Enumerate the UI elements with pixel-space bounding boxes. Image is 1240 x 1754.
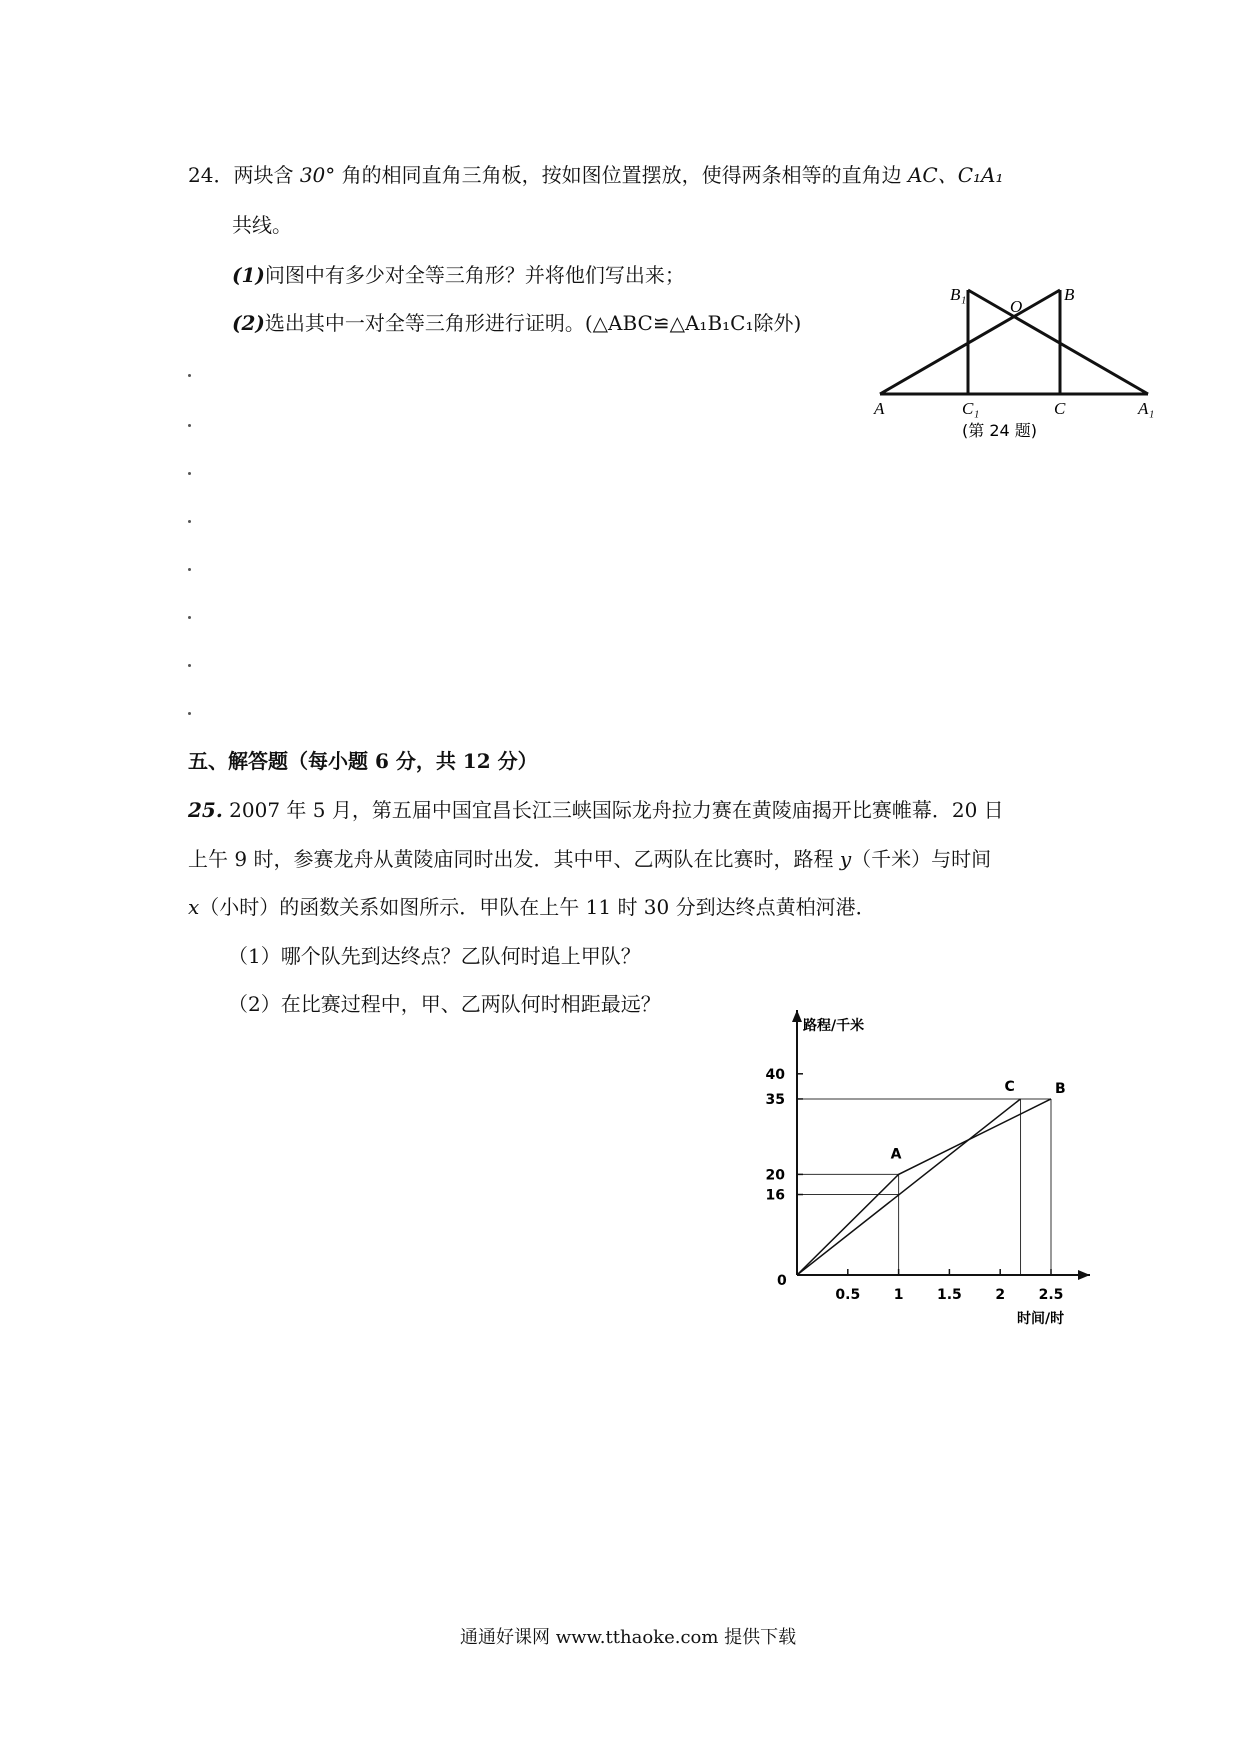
question-25-part-2: （2）在比赛过程中，甲、乙两队何时相距最远？	[228, 992, 661, 1016]
question-text: 2007 年 5 月，第五届中国宜昌长江三峡国际龙舟拉力赛在黄陵庙揭开比赛帷幕．20 日	[229, 798, 1004, 822]
x-tick-label: 2.5	[1038, 1287, 1064, 1303]
x-tick-label: 0.5	[835, 1287, 861, 1303]
question-text: （千米）与时间	[851, 847, 992, 871]
label-c: C	[1054, 399, 1066, 418]
question-text: 两块含	[233, 163, 294, 187]
origin-label: 0	[777, 1273, 787, 1289]
part-text: 问图中有多少对全等三角形？并将他们写出来；	[264, 263, 685, 287]
question-number: 24．	[188, 163, 234, 187]
point-label-a: A	[890, 1146, 902, 1163]
question-text: 角的相同直角三角板，按如图位置摆放，使得两条相等的直角边	[341, 163, 902, 187]
guide-lines	[797, 1099, 1051, 1275]
variable-y: y	[839, 847, 852, 871]
label-b: B	[1064, 285, 1075, 304]
angle-value: 30°	[299, 163, 336, 187]
question-text: 上午 9 时，参赛龙舟从黄陵庙同时出发．其中甲、乙两队在比赛时，路程	[188, 847, 834, 871]
chart-axes	[792, 1010, 1090, 1280]
question-number: 25.	[188, 798, 223, 822]
part-number: (2)	[232, 311, 265, 335]
y-tick-label: 16	[765, 1187, 785, 1204]
figure-caption: (第 24 题)	[962, 421, 1038, 440]
x-axis-arrow	[1078, 1270, 1090, 1280]
label-b1: B₁	[950, 285, 967, 304]
series-line-2	[797, 1099, 1021, 1275]
x-axis-title: 时间/时	[1017, 1311, 1065, 1327]
point-label-c: C	[1004, 1078, 1015, 1095]
label-o: O	[1010, 297, 1023, 316]
point-label-b: B	[1055, 1080, 1066, 1097]
y-axis-title: 路程/千米	[803, 1018, 865, 1034]
y-tick-label: 40	[765, 1066, 785, 1083]
x-tick-label: 2	[995, 1287, 1006, 1303]
series-line-1	[797, 1099, 1051, 1275]
chart-series	[797, 1099, 1051, 1275]
section-title: 五、解答题（每小题 6 分，共 12 分）	[188, 749, 538, 773]
question-text: （小时）的函数关系如图所示．甲队在上午 11 时 30 分到达终点黄柏河港．	[199, 895, 876, 919]
label-a: A	[874, 399, 885, 418]
question-25-part-1: （1）哪个队先到达终点？乙队何时追上甲队？	[228, 944, 641, 968]
side-names: AC、C₁A₁	[907, 163, 1004, 187]
label-a1: A₁	[1138, 399, 1155, 418]
x-tick-label: 1.5	[936, 1287, 962, 1303]
y-axis-arrow	[792, 1010, 802, 1022]
label-c1: C₁	[962, 399, 980, 418]
x-tick-label: 1	[893, 1287, 904, 1303]
variable-x: x	[188, 895, 200, 919]
question-24-line-2: 共线。	[232, 213, 292, 237]
y-tick-label: 35	[765, 1091, 785, 1108]
y-tick-label: 20	[765, 1167, 785, 1184]
part-number: (1)	[232, 263, 265, 287]
footer-text: 通通好课网 www.tthaoke.com 提供下载	[460, 1627, 797, 1648]
part-text: 选出其中一对全等三角形进行证明。(△ABC≌△A₁B₁C₁除外)	[264, 311, 802, 335]
